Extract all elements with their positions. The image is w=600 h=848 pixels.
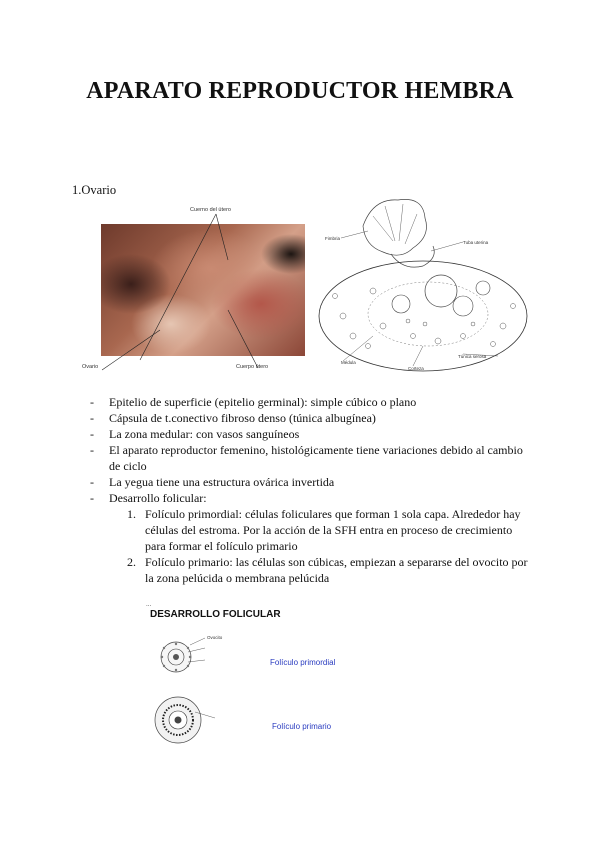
list-item: - El aparato reproductor femenino, histológicamente tiene variaciones debido al cambio de ciclo <box>90 443 523 473</box>
follicle-label-primordial: Folículo primordial <box>270 658 336 667</box>
bullet-list <box>90 394 535 586</box>
photo-label-ovario: Ovario <box>82 364 99 370</box>
section-heading: 1.Ovario <box>72 183 117 197</box>
figure-ellipsis: ... <box>146 600 152 608</box>
ovary-drawing <box>313 196 531 376</box>
list-item: - La yegua tiene una estructura ovárica invertida <box>90 475 335 489</box>
photo-label-cuerpo: Cuerpo útero <box>236 364 269 370</box>
numbered-list-item: 1. Folículo primordial: células foliculares que forman 1 sola capa. Alrededor hay células del estroma. Por la acción de la SFH entra en proceso de crecimiento para formar el folículo primario <box>127 507 521 553</box>
numbered-list-item: 2. Folículo primario: las células son cúbicas, empiezan a separarse del ovocito por la zona pelúcida o membrana pelúcida <box>127 555 528 585</box>
drawing-label-fimbria: Fimbria <box>325 236 341 241</box>
list-item: - Epitelio de superficie (epitelio germinal): simple cúbico o plano <box>90 395 417 409</box>
ovary-drawing-figure <box>313 196 531 376</box>
follicle-figure <box>140 600 380 750</box>
follicle-small-label: Ovocito <box>207 635 223 640</box>
follicle-figure-title: DESARROLLO FOLICULAR <box>150 609 281 620</box>
drawing-label-corteza: Corteza <box>408 366 424 371</box>
follicle-label-primary: Folículo primario <box>272 722 332 731</box>
drawing-label-serosa: Túnica serosa <box>458 354 487 359</box>
drawing-label-tuba: Tuba uterina <box>463 240 489 245</box>
follicle-drawings <box>140 600 380 750</box>
list-item: - La zona medular: con vasos sanguíneos <box>90 427 300 441</box>
list-item: - Cápsula de t.conectivo fibroso denso (túnica albugínea) <box>90 411 376 425</box>
photo-label-cuerno: Cuerno del útero <box>190 207 231 213</box>
list-item: - Desarrollo folicular: <box>90 491 207 505</box>
page-title: APARATO REPRODUCTOR HEMBRA <box>86 78 514 104</box>
ovary-photo-figure <box>78 200 318 376</box>
drawing-label-medula: Médula <box>341 360 356 365</box>
photo-leader-lines <box>78 200 318 376</box>
